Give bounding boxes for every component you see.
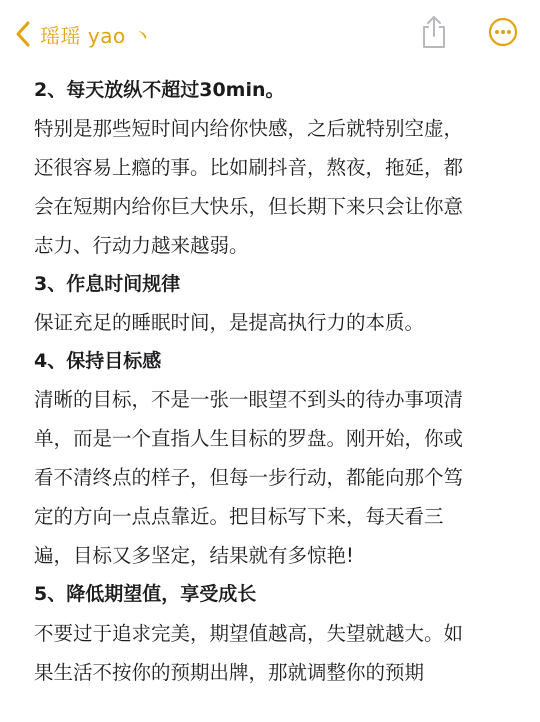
more-circle-icon [488, 17, 518, 51]
paragraph-line: 还很容易上瘾的事。比如刷抖音，熬夜，拖延，都 [34, 156, 464, 179]
section-heading: 2、每天放纵不超过30min。 [34, 79, 285, 101]
paragraph-line: 志力、行动力越来越弱。 [34, 234, 249, 257]
paragraph-line: 单，而是一个直指人生目标的罗盘。刚开始，你或 [34, 427, 464, 450]
section-heading: 3、作息时间规律 [34, 273, 181, 295]
back-button[interactable] [10, 14, 153, 54]
paragraph-line: 保证充足的睡眠时间，是提高执行力的本质。 [34, 311, 425, 334]
chevron-left-icon [10, 14, 36, 54]
paragraph-line: 果生活不按你的预期出牌，那就调整你的预期 [34, 661, 425, 684]
more-button[interactable] [486, 17, 520, 51]
paragraph-line: 清晰的目标，不是一张一眼望不到头的待办事项清 [34, 388, 464, 411]
share-icon [421, 15, 447, 53]
section-heading: 5、降低期望值，享受成长 [34, 583, 257, 605]
note-section [34, 266, 514, 340]
paragraph-line: 不要过于追求完美，期望值越高，失望就越大。如 [34, 622, 464, 645]
share-button[interactable] [418, 14, 450, 54]
note-body[interactable] [34, 70, 514, 690]
paragraph-line: 特别是那些短时间内给你快感，之后就特别空虚， [34, 117, 464, 140]
paragraph-line: 会在短期内给你巨大快乐，但长期下来只会让你意 [34, 195, 464, 218]
paragraph-line: 遍，目标又多坚定，结果就有多惊艳! [34, 544, 354, 567]
note-section [34, 576, 514, 690]
note-section [34, 343, 514, 573]
navigation-bar [0, 0, 540, 70]
note-section [34, 72, 514, 263]
back-title: 瑶瑶 yao 丶 [40, 23, 154, 48]
section-heading: 4、保持目标感 [34, 350, 162, 372]
paragraph-line: 定的方向一点点靠近。把目标写下来，每天看三 [34, 505, 444, 528]
paragraph-line: 看不清终点的样子，但每一步行动，都能向那个笃 [34, 466, 464, 489]
